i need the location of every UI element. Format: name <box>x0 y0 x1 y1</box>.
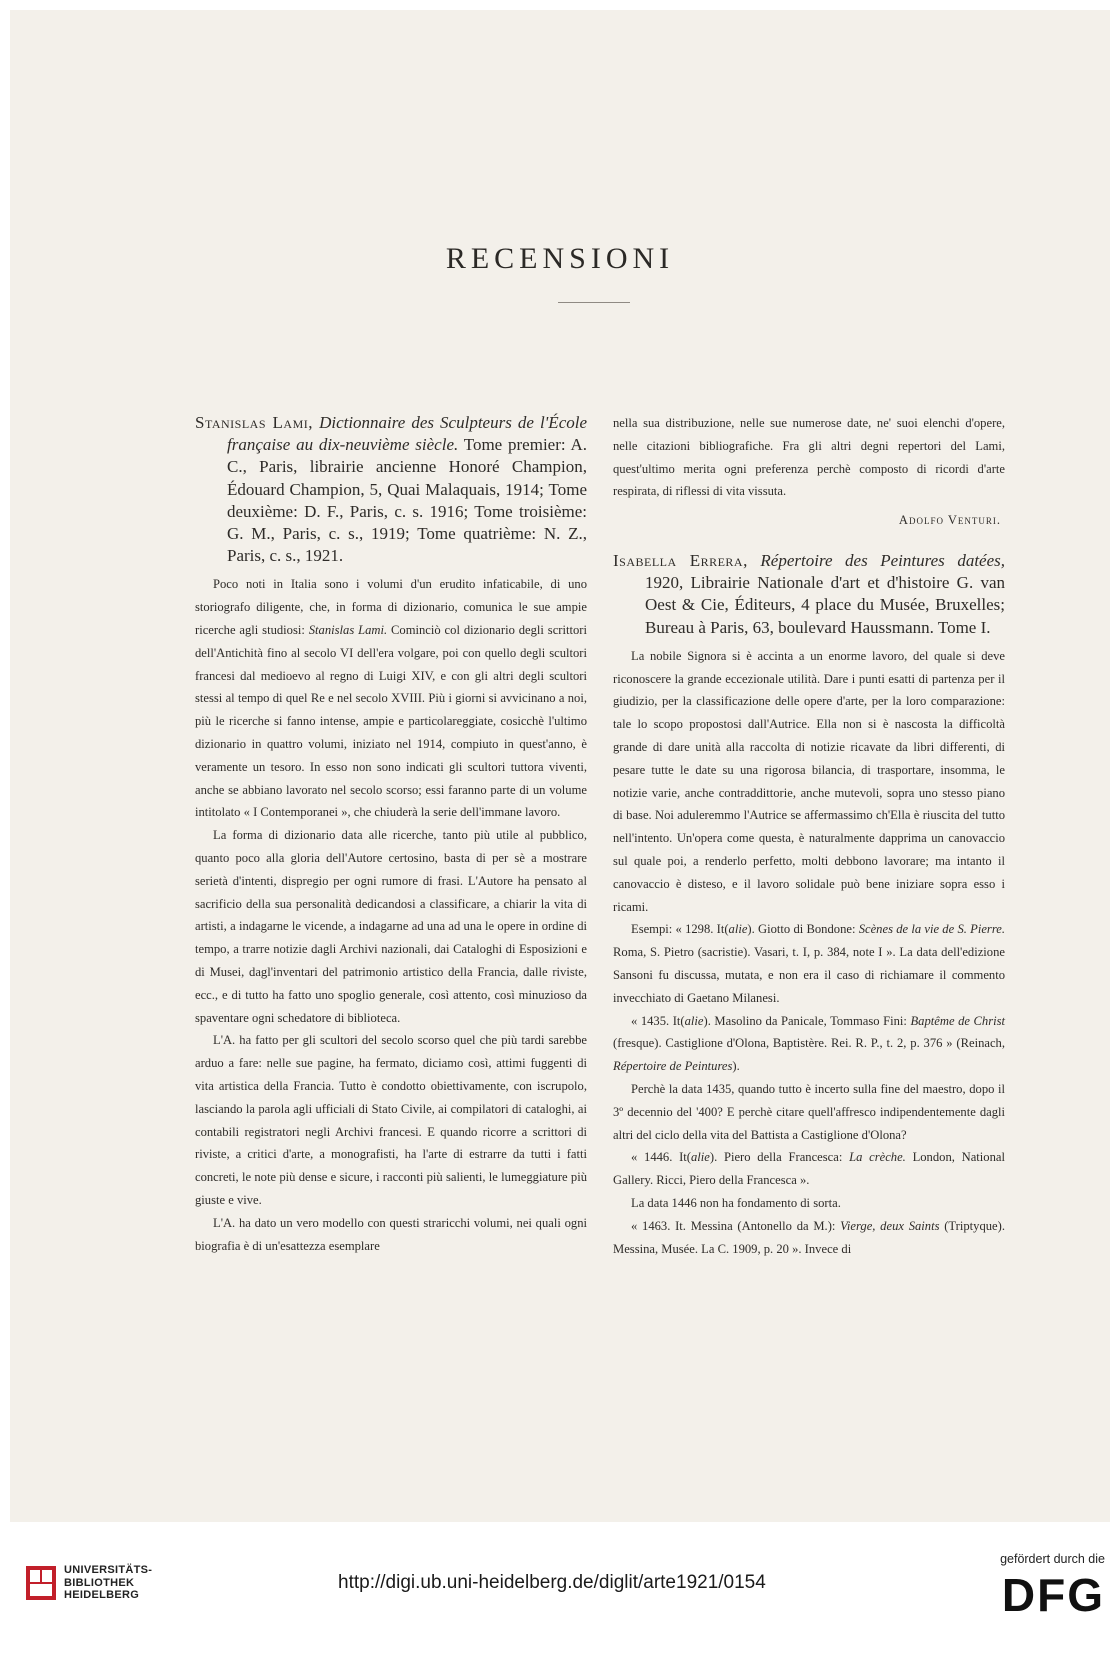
review2-p3-a: « 1435. It( <box>631 1013 685 1028</box>
review1-paragraph-5: nella sua distribuzione, nelle sue numerose date, ne' suoi elenchi d'opere, nelle citazioni bibliografiche. Fra gli altri degni repertori del Lami, quest'ultimo merita ogni preferenza perchè composto di ricordi d'arte respirata, di riflessi di vita vissuta. <box>613 416 1005 499</box>
review1-heading <box>195 412 587 567</box>
review1-paragraph-3: L'A. ha fatto per gli scultori del secolo scorso quel che più tardi sarebbe arduo a fare: nelle sue pagine, ha fermato, diciamo così, attimi fuggenti di vita artistica della Francia. Tutto è condotto obiettivamente, con iscrupolo, lasciando la parola agli ufficiali di Stato Civile, ai compilatori di cataloghi, ai contabili registratori negli Archivi francesi. E quando ricorre a scrittori di riviste, a critici d'arte, a monografisti, ha l'arte di estrarre da tutti i fatti concreti, le note più dense e sicure, i racconti più salienti, le lumeggiature più giuste e vive. <box>195 1033 587 1207</box>
footer-bar <box>0 1522 1119 1673</box>
review2-p3-d: ). <box>732 1059 740 1074</box>
review2-paragraph-1: La nobile Signora si è accinta a un enorme lavoro, del quale si deve riconoscere la grande eccezionale utilità. Dare i punti esatti di partenza per il giudizio, per la classificazione delle opere d'arte, per la loro comparazione: tale lo scopo propostosi dall'Autrice. Ella non si è nascosta la difficoltà grande di dare unità alla raccolta di notizie ricavate da libri differenti, di pesare tutte le date su una rigorosa bilancia, di trasportare, insomma, le notizie varie, anche contraddittorie, anche mutevoli, sopra uno stesso piano di base. Noi aduleremmo l'Autrice se affermassimo ch'Ella è riuscita del tutto nell'intento. Un'opera come questa, è naturalmente dapprima un canovaccio sul quale poi, a renderlo perfetto, molti debbono lavorare; ma intanto il canovaccio è disteso, e il lavoro solidale può bene iniziare sopra esso i ricami. <box>613 648 1005 914</box>
source-url-link[interactable]: http://digi.ub.uni-heidelberg.de/diglit/arte1921/0154 <box>338 1572 766 1593</box>
review2-p5-a: « 1446. It( <box>631 1150 691 1165</box>
review1-p1-text-a: Poco noti in Italia sono i volumi d'un erudito infaticabile, di uno storiografo diligente, che, in forma di dizionario, comunica le sue ampie ricerche agli studiosi: <box>195 577 587 638</box>
review2-paragraph-2 <box>613 918 1005 1009</box>
review2-p7-work: Vierge, deux Saints <box>840 1218 940 1233</box>
review2-book-title: Répertoire des Peintures datées, <box>760 550 1006 570</box>
title-rule <box>558 302 630 303</box>
library-line-2: BIBLIOTHEK <box>64 1576 135 1589</box>
review2-author: Isabella Errera, <box>613 550 748 570</box>
review2-paragraph-4: Perchè la data 1435, quando tutto è incerto sulla fine del maestro, dopo il 3º decennio del '400? E perchè citare quell'affresco indipendentemente dagli altri del ciclo della vita del Battista a Castiglione d'Olona? <box>613 1081 1005 1142</box>
review2-p2-c: Roma, S. Pietro (sacristie). Vasari, t. I, p. 384, note I ». La data dell'edizione Sansoni fu discussa, mutata, e non era il caso di richiamare il commento invecchiato di Gaetano Milanesi. <box>613 945 1005 1005</box>
dfg-logo: DFG <box>1001 1569 1105 1621</box>
review2-p2-b: ). Giotto di Bondone: <box>747 922 859 937</box>
page-title: RECENSIONI <box>445 242 675 275</box>
review2-p3-work: Baptême de Christ <box>910 1013 1006 1028</box>
review2-paragraph-5 <box>613 1146 1005 1192</box>
review2-p2-a: Esempi: « 1298. It( <box>631 922 729 937</box>
review2-p2-alie: alie <box>728 922 748 937</box>
review1-paragraph-4: L'A. ha dato un vero modello con questi straricchi volumi, nei quali ogni biografia è di un'esattezza esemplare <box>195 1215 587 1253</box>
document-page <box>10 10 1110 1522</box>
review2-p5-c: London, National Gallery. Ricci, Piero della Francesca ». <box>613 1150 1005 1188</box>
review1-details: Tome premier: A. C., Paris, librairie ancienne Honoré Champion, Édouard Champion, 5, Quai Malaquais, 1914; Tome deuxième: D. F., Paris, c. s. 1916; Tome troisième: G. M., Paris, c. s., 1919; Tome quatrième: N. Z., Paris, c. s., 1921. <box>227 435 587 566</box>
review2-p7-a: « 1463. It. Messina (Antonello da M.): <box>631 1218 841 1233</box>
review1-signature: Adolfo Venturi. <box>898 513 1001 528</box>
review2-heading <box>613 550 1005 639</box>
university-seal-icon <box>24 1562 58 1604</box>
review2-details: 1920, Librairie Nationale d'art et d'histoire G. van Oest & Cie, Éditeurs, 4 place du Musée, Bruxelles; Bureau à Paris, 63, boulevard Haussmann. Tome I. <box>645 573 1005 637</box>
review2-p3-b: ). Masolino da Panicale, Tommaso Fini: <box>703 1013 911 1028</box>
review2-paragraph-3 <box>613 1010 1005 1078</box>
review2-p5-b: ). Piero della Francesca: <box>709 1150 850 1165</box>
review2-paragraph-7 <box>613 1215 1005 1261</box>
review2-p5-work: La crèche. <box>849 1150 906 1165</box>
review1-paragraph-1 <box>195 573 587 824</box>
left-column <box>195 412 587 1257</box>
review2-paragraph-6: La data 1446 non ha fondamento di sorta. <box>631 1195 841 1210</box>
review1-p1-name: Stanislas Lami. <box>308 623 388 638</box>
library-line-1: UNIVERSITÄTS- <box>64 1564 153 1576</box>
review2-p3-alie: alie <box>684 1013 704 1028</box>
review1-book-title: Dictionnaire des Sculpteurs de l'École française au dix-neuvième siècle. <box>227 413 588 455</box>
review1-author: Stanislas Lami, <box>195 413 314 432</box>
right-column <box>613 412 1005 1260</box>
review2-p5-alie: alie <box>691 1150 710 1165</box>
funded-by-text: gefördert durch die <box>1000 1552 1105 1566</box>
review2-p3-ref: Répertoire de Peintures <box>613 1059 733 1074</box>
review1-p1-text-b: Cominciò col dizionario degli scrittori dell'Antichità fino al secolo VI dell'era volgare, poi con quello degli scultori francesi dal medioevo al regno di Luigi XIV, e con gli altri degli scultori stessi al tempo di quel Re e nel secolo XVIII. Più i giorni si avvicinano a noi, più le ricerche si fanno intense, ampie e particolareggiate, cosicchè l'ultimo dizionario in quattro volumi, iniziato nel 1914, compiuto in quest'anno, è veramente un tesoro. In esso non sono indicati gli scultori tuttora viventi, anche se abbiano lavorato nel secolo scorso; essi faranno parte di un volume intitolato « I Contemporanei », che chiuderà la serie dell'immane lavoro. <box>195 623 587 820</box>
library-line-3: HEIDELBERG <box>64 1589 140 1601</box>
library-name <box>64 1564 152 1602</box>
review1-paragraph-2: La forma di dizionario data alle ricerche, tanto più utile al pubblico, quanto poco alla gloria dell'Autore certosino, basta di per sè a mostrare serietà d'intenti, dispregio per ogni rumore di frasi. L'Autore ha pensato al sacrificio della sua personalità dedicandosi a classificare, a chiarir la vita di artisti, a indagarne le vicende, a indagarne ad una ad una le opere in ordine di tempo, a trarre notizie dagli Archivi nazionali, dai Cataloghi di Esposizioni e di Musei, dagl'inventari del patrimonio artistico della Francia, dalle riviste, ecc., e di tutto ha fatto uno spoglio generale, così attento, così minuzioso da spaventare ogni schedatore di biblioteca. <box>195 828 587 1025</box>
review2-p3-c: (fresque). Castiglione d'Olona, Baptistère. Rei. R. P., t. 2, p. 376 » (Reinach, <box>613 1036 1005 1051</box>
review2-p2-work: Scènes de la vie de S. Pierre. <box>858 922 1005 937</box>
review2-p7-b: (Triptyque). Messina, Musée. La C. 1909, p. 20 ». Invece di <box>613 1218 1005 1256</box>
